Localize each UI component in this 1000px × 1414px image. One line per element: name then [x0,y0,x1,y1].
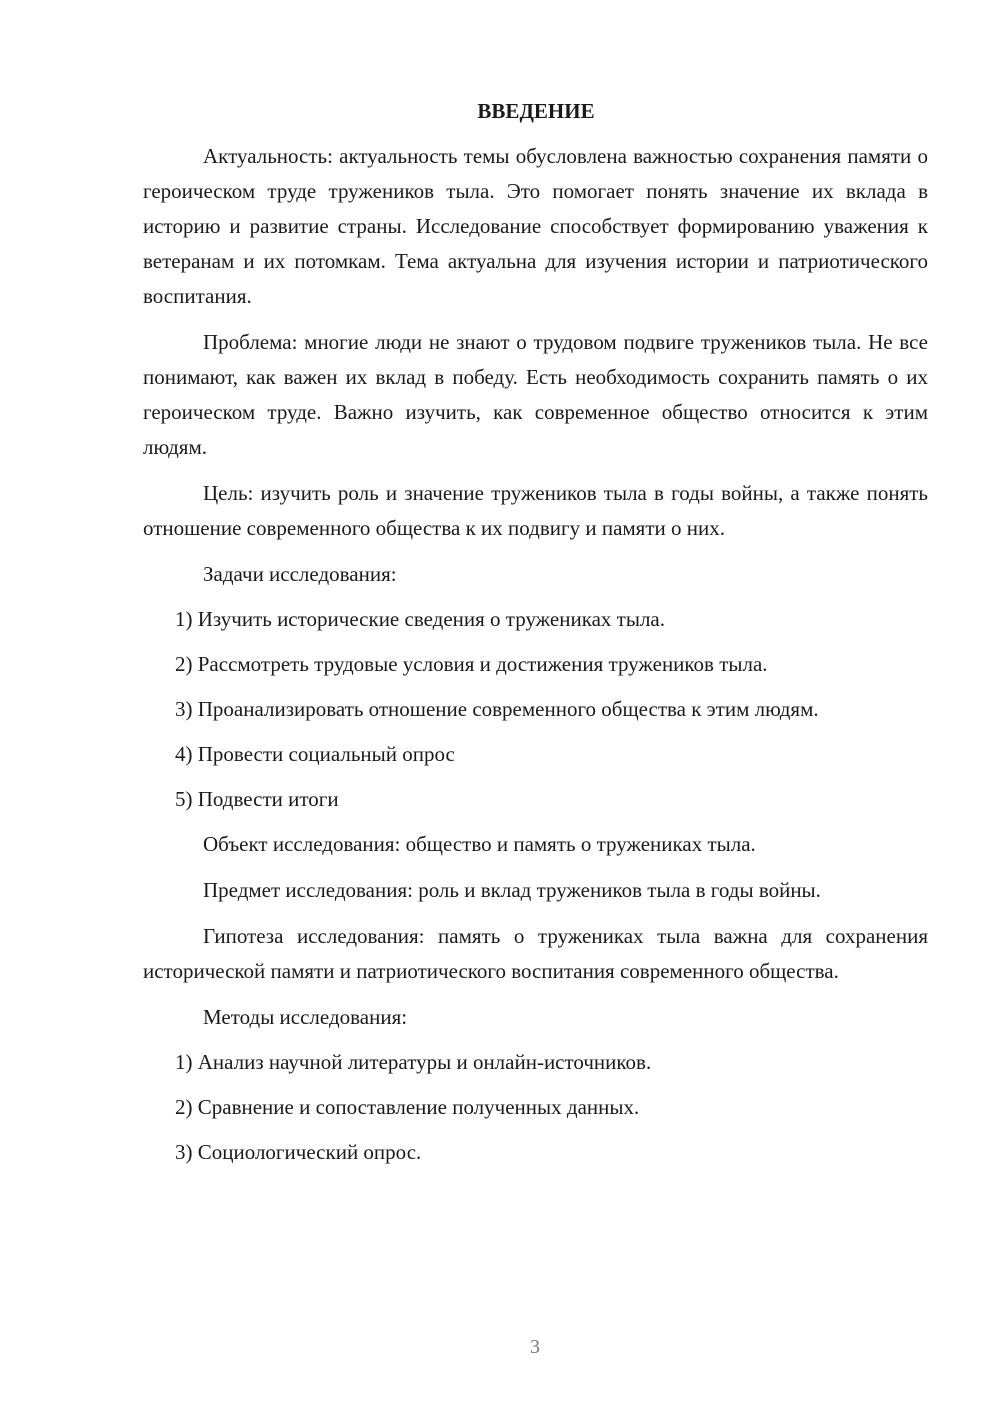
problem-paragraph: Проблема: многие люди не знают о трудовом подвиге тружеников тыла. Не все понимают, как важен их вклад в победу. Есть необходимость сохранить память о их героическом труде. Важно изучить, как современное общество относится к этим людям. [143,330,928,459]
methods-title: Методы исследования: [203,1005,408,1029]
goal-paragraph: Цель: изучить роль и значение тружеников тыла в годы войны, а также понять отношение современного общества к их подвигу и памяти о них. [143,481,928,540]
section-heading: ВВЕДЕНИЕ [477,99,595,123]
hypothesis-paragraph: Гипотеза исследования: память о тружениках тыла важна для сохранения исторической памяти и патриотического воспитания современного общества. [143,924,928,983]
object-paragraph: Объект исследования: общество и память о тружениках тыла. [203,832,756,856]
task-item-3: 3) Проанализировать отношение современного общества к этим людям. [175,697,819,721]
actuality-paragraph: Актуальность: актуальность темы обусловлена важностью сохранения памяти о героическом труде тружеников тыла. Это помогает понять значение их вклада в историю и развитие страны. Исследование способствует формированию уважения к ветеранам и их потомкам. Тема актуальна для изучения истории и патриотического воспитания. [143,144,928,308]
page-content [143,96,928,1180]
method-item-1: 1) Анализ научной литературы и онлайн-источников. [175,1050,652,1074]
subject-paragraph: Предмет исследования: роль и вклад тружеников тыла в годы войны. [203,878,821,902]
method-item-3: 3) Социологический опрос. [175,1140,422,1164]
tasks-title: Задачи исследования: [203,562,397,586]
method-item-2: 2) Сравнение и сопоставление полученных данных. [175,1095,640,1119]
page-number: 3 [530,1336,540,1358]
task-item-4: 4) Провести социальный опрос [175,742,455,766]
task-item-5: 5) Подвести итоги [175,787,339,811]
task-item-2: 2) Рассмотреть трудовые условия и достижения тружеников тыла. [175,652,768,676]
task-item-1: 1) Изучить исторические сведения о тружениках тыла. [175,607,666,631]
